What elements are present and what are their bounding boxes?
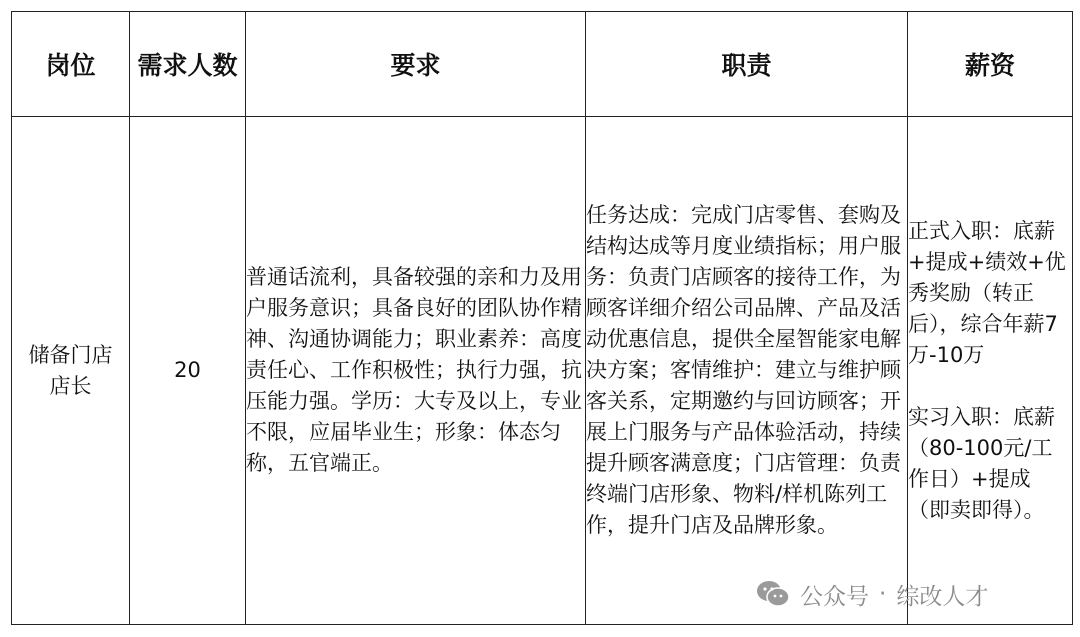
header-salary: 薪资 [908,12,1073,117]
header-count: 需求人数 [130,12,246,117]
cell-salary [908,117,1073,625]
salary-intern: 实习入职：底薪（80-100元/工作日）+提成（即卖即得）。 [908,404,1055,522]
job-table [11,11,1073,625]
watermark-source: 公众号 [800,583,869,610]
header-row [12,12,1073,117]
cell-duties: 任务达成：完成门店零售、套购及结构达成等月度业绩指标；用户服务：负责门店顾客的接待工作，为顾客详细介绍公司品牌、产品及活动优惠信息，提供全屋智能家电解决方案；客情维护：建立与维护顾客关系，定期邀约与回访顾客；开展上门服务与产品体验活动，持续提升顾客满意度；门店管理：负责终端门店形象、物料/样机陈列工作，提升门店及品牌形象。 [586,117,908,625]
cell-requirements: 普通话流利，具备较强的亲和力及用户服务意识；具备良好的团队协作精神、沟通协调能力；职业素养：高度责任心、工作积极性；执行力强，抗压能力强。学历：大专及以上，专业不限，应届毕业生；形象：体态匀称，五官端正。 [246,117,586,625]
wechat-icon [756,579,790,609]
cell-count: 20 [130,117,246,625]
salary-formal: 正式入职：底薪+提成+绩效+优秀奖励（转正后），综合年薪7万-10万 [908,218,1066,367]
header-position: 岗位 [12,12,130,117]
header-requirements: 要求 [246,12,586,117]
watermark [756,577,988,611]
watermark-separator: · [879,581,887,607]
table-row [12,117,1073,625]
header-duties: 职责 [586,12,908,117]
cell-position: 储备门店 店长 [12,117,130,625]
watermark-name: 综改人才 [896,583,989,610]
